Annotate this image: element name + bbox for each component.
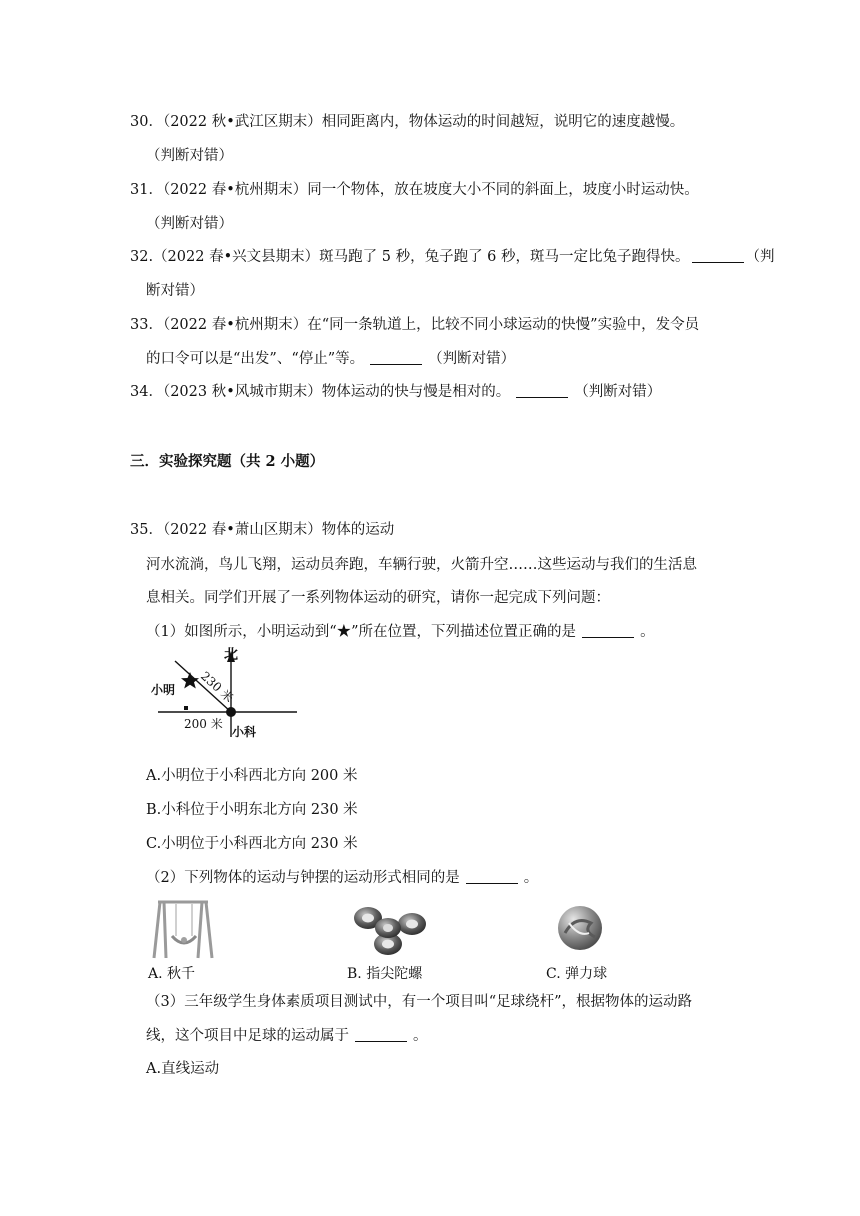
q35-sub3-period: 。 bbox=[413, 1028, 428, 1044]
bouncy-ball-image bbox=[555, 903, 605, 953]
caption-swing[interactable]: A. 秋千 bbox=[148, 966, 196, 982]
q34-answer-blank[interactable] bbox=[516, 383, 568, 398]
caption-bouncy-ball[interactable]: C. 弹力球 bbox=[546, 966, 608, 982]
q32-suffix: （判 bbox=[745, 249, 775, 265]
distance-200-label: 200 米 bbox=[184, 717, 223, 731]
q30-line1: 30．（2022 秋•武江区期末）相同距离内，物体运动的时间越短，说明它的速度越慢。 bbox=[130, 114, 685, 130]
q35-sub1-period: 。 bbox=[640, 624, 655, 640]
q35-sub3-option-a[interactable]: A.直线运动 bbox=[146, 1061, 220, 1077]
q35-sub3-text: 线，这个项目中足球的运动属于 bbox=[146, 1028, 349, 1044]
q35-para2: 息相关。同学们开展了一系列物体运动的研究，请你一起完成下列问题： bbox=[146, 590, 610, 606]
xiaoming-label: 小明 bbox=[151, 683, 176, 697]
q30-line2: （判断对错） bbox=[146, 148, 233, 164]
q35-option-b[interactable]: B.小科位于小明东北方向 230 米 bbox=[146, 802, 358, 818]
q35-sub1-text: （1）如图所示，小明运动到“★”所在位置，下列描述位置正确的是 bbox=[146, 624, 577, 640]
q35-line1: 35．（2022 春•萧山区期末）物体的运动 bbox=[130, 522, 395, 538]
q35-sub3-answer-blank[interactable] bbox=[355, 1027, 407, 1042]
q32-text: 32.（2022 春•兴文县期末）斑马跑了 5 秒，兔子跑了 6 秒，斑马一定比兔子跑得快。 bbox=[130, 249, 690, 265]
q32-answer-blank[interactable] bbox=[692, 248, 744, 263]
q34-text: 34．（2023 秋•风城市期末）物体运动的快与慢是相对的。 bbox=[130, 384, 511, 400]
q35-sub1-answer-blank[interactable] bbox=[582, 623, 634, 638]
q33-text: 的口令可以是“出发”、“停止”等。 bbox=[146, 351, 365, 367]
star-icon bbox=[181, 672, 199, 689]
q35-sub3-line2 bbox=[146, 1026, 428, 1046]
caption-fidget-spinner[interactable]: B. 指尖陀螺 bbox=[347, 966, 423, 982]
q32-line2: 断对错） bbox=[146, 283, 204, 299]
q31-line1: 31．（2022 春•杭州期末）同一个物体，放在坡度大小不同的斜面上，坡度小时运动快。 bbox=[130, 182, 699, 198]
swing-image bbox=[152, 898, 214, 960]
section-heading: 三．实验探究题（共 2 小题） bbox=[130, 453, 325, 470]
q32-line1 bbox=[130, 247, 775, 267]
q33-answer-blank[interactable] bbox=[370, 350, 422, 365]
q35-sub3-line1: （3）三年级学生身体素质项目测试中，有一个项目叫“足球绕杆”，根据物体的运动路 bbox=[146, 994, 693, 1010]
xiaoke-label: 小科 bbox=[232, 725, 257, 739]
q35-sub2-period: 。 bbox=[523, 870, 539, 886]
q34-suffix: （判断对错） bbox=[574, 384, 662, 400]
q34-line1 bbox=[130, 382, 661, 402]
fidget-spinner-image bbox=[352, 900, 428, 958]
q35-sub2-text: （2）下列物体的运动与钟摆的运动形式相同的是 bbox=[146, 870, 460, 886]
q35-sub1 bbox=[146, 622, 655, 642]
q33-line2 bbox=[146, 349, 515, 369]
q31-line2: （判断对错） bbox=[146, 216, 233, 232]
q35-option-a[interactable]: A.小明位于小科西北方向 200 米 bbox=[146, 768, 358, 784]
direction-diagram bbox=[140, 645, 310, 745]
q35-sub2-answer-blank[interactable] bbox=[466, 869, 518, 884]
q33-line1: 33．（2022 春•杭州期末）在“同一条轨道上，比较不同小球运动的快慢”实验中，发令员 bbox=[130, 317, 700, 333]
q35-para1: 河水流淌，鸟儿飞翔，运动员奔跑，车辆行驶，火箭升空……这些运动与我们的生活息 bbox=[146, 557, 697, 573]
q35-sub2 bbox=[146, 868, 538, 888]
north-label: 北 bbox=[224, 647, 238, 663]
q33-suffix: （判断对错） bbox=[428, 351, 516, 367]
q35-option-c[interactable]: C.小明位于小科西北方向 230 米 bbox=[146, 836, 358, 852]
distance-230-label: 230 米 bbox=[197, 668, 237, 706]
